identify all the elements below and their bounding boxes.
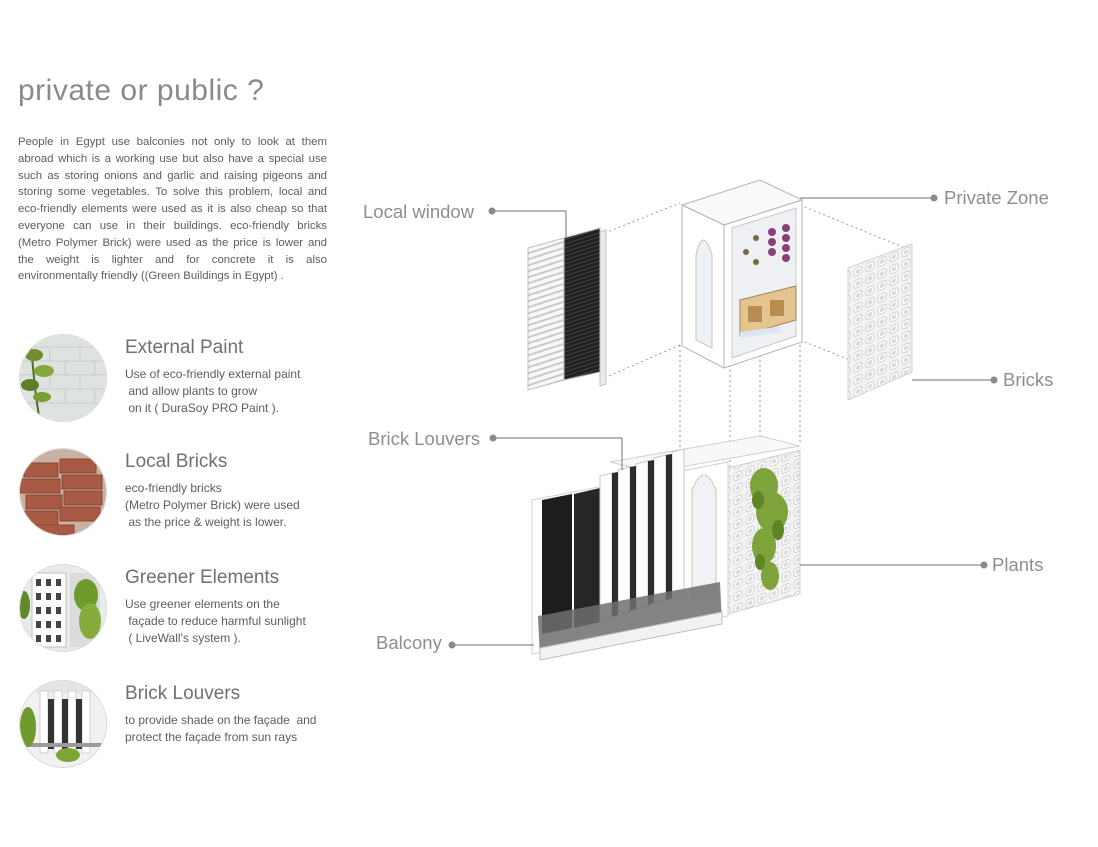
- brick-panel: [848, 244, 912, 400]
- feature-title: Brick Louvers: [125, 683, 241, 704]
- feature-title: External Paint: [125, 337, 244, 358]
- feature-title: Greener Elements: [125, 567, 280, 588]
- label-private-zone: Private Zone: [944, 187, 1049, 208]
- label-plants: Plants: [992, 554, 1044, 575]
- feature-title: Local Bricks: [125, 451, 228, 472]
- label-bricks: Bricks: [1003, 369, 1054, 390]
- feature-description: Use of eco-friendly external paint and allow plants to grow on it ( DuraSoy PRO Paint ).: [125, 367, 301, 415]
- feature-description: to provide shade on the façade and protect the façade from sun rays: [125, 713, 317, 744]
- feature-description: eco-friendly bricks (Metro Polymer Brick) were used as the price & weight is lower.: [125, 481, 300, 529]
- intro-paragraph: People in Egypt use balconies not only to look at them abroad which is a working use but also have a special use such as storing onions and garlic and raising pigeons and storing some vegetables. To solve this problem, local and eco-friendly elements were used as it is also cheap so that everyone can use in their buildings. eco-friendly bricks (Metro Polymer Brick) were used as the price is lower and the weight is lighter and for concrete it is also environmentally friendly ((Green Buildings in Egypt) .: [18, 136, 327, 283]
- label-brick-louvers: Brick Louvers: [368, 428, 481, 449]
- label-local-window: Local window: [363, 201, 475, 222]
- label-balcony: Balcony: [376, 632, 442, 653]
- window-shutters: [528, 228, 606, 390]
- feature-description: Use greener elements on the façade to reduce harmful sunlight ( LiveWall's system ).: [125, 597, 306, 645]
- page-title: private or public ?: [18, 74, 265, 107]
- private-zone-box: [682, 180, 802, 368]
